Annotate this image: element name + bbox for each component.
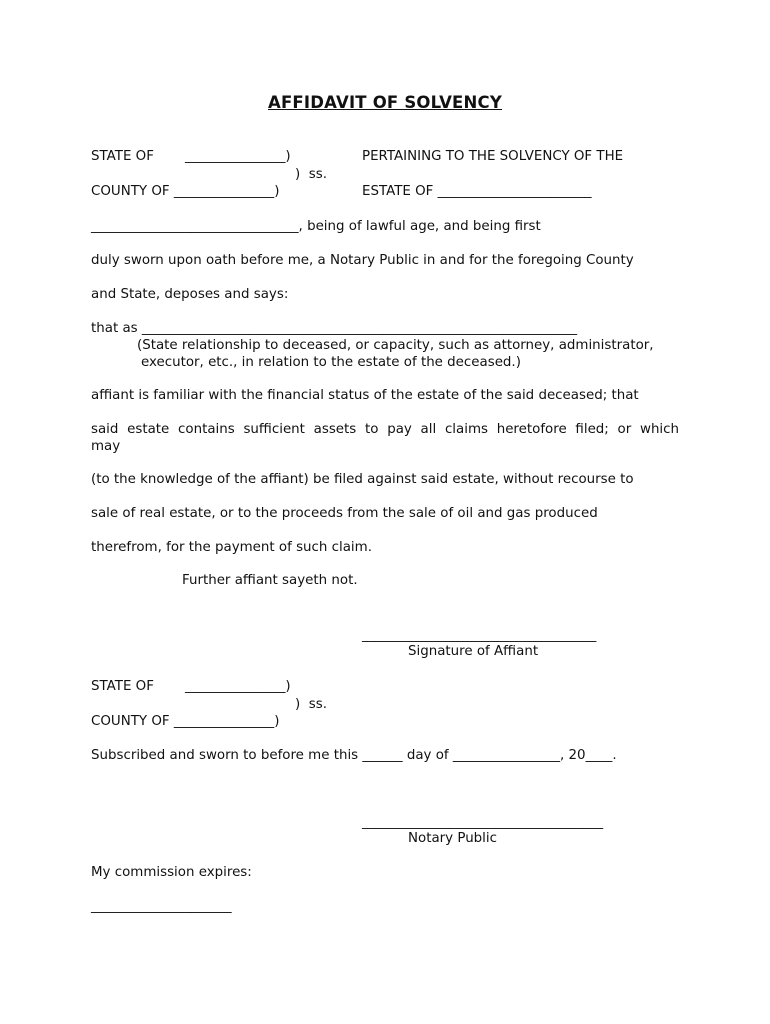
state-label-2: STATE OF: [91, 679, 154, 694]
further-affiant-text: Further affiant sayeth not.: [182, 573, 358, 588]
commission-blank: _____________________: [91, 899, 232, 914]
pertaining-text: PERTAINING TO THE SOLVENCY OF THE: [362, 149, 624, 164]
body-line-6: said estate contains sufficient assets to pay all claims heretofore filed; or which: [91, 422, 679, 437]
ss-mark-2: ) ss.: [295, 697, 327, 712]
county-line: COUNTY OF _______________): [91, 184, 280, 199]
affiant-name-line: _______________________________, being of lawful age, and being first: [91, 219, 541, 234]
county-line-2: COUNTY OF _______________): [91, 714, 280, 729]
ss-mark: ) ss.: [295, 167, 327, 182]
body-line-8: sale of real estate, or to the proceeds from the sale of oil and gas produced: [91, 506, 598, 521]
notary-signature-line: ____________________________________: [362, 815, 604, 830]
body-line-6b: may: [91, 439, 121, 454]
signature-label: Signature of Affiant: [408, 644, 539, 659]
document-title: AFFIDAVIT OF SOLVENCY: [267, 93, 502, 112]
relationship-instructions-2: executor, etc., in relation to the estate of the deceased.): [141, 355, 521, 370]
relationship-instructions-1: (State relationship to deceased, or capacity, such as attorney, administrator,: [137, 338, 654, 353]
state-label: STATE OF: [91, 149, 154, 164]
body-line-2: duly sworn upon oath before me, a Notary Public in and for the foregoing County: [91, 253, 634, 268]
body-line-7: (to the knowledge of the affiant) be filed against said estate, without recourse to: [91, 472, 634, 487]
body-line-9: therefrom, for the payment of such claim.: [91, 540, 372, 555]
body-line-3: and State, deposes and says:: [91, 287, 289, 302]
notary-label: Notary Public: [408, 831, 497, 846]
signature-line: ___________________________________: [362, 628, 597, 643]
commission-label: My commission expires:: [91, 865, 252, 880]
state-blank-2: _______________): [185, 679, 291, 694]
state-blank: _______________): [185, 149, 291, 164]
relationship-line: that as _________________________________________________________________: [91, 321, 578, 336]
body-line-5: affiant is familiar with the financial status of the estate of the said deceased; that: [91, 388, 639, 403]
subscribed-line: Subscribed and sworn to before me this ______ day of ________________, 20____.: [91, 748, 617, 763]
estate-line: ESTATE OF _______________________: [362, 184, 592, 199]
